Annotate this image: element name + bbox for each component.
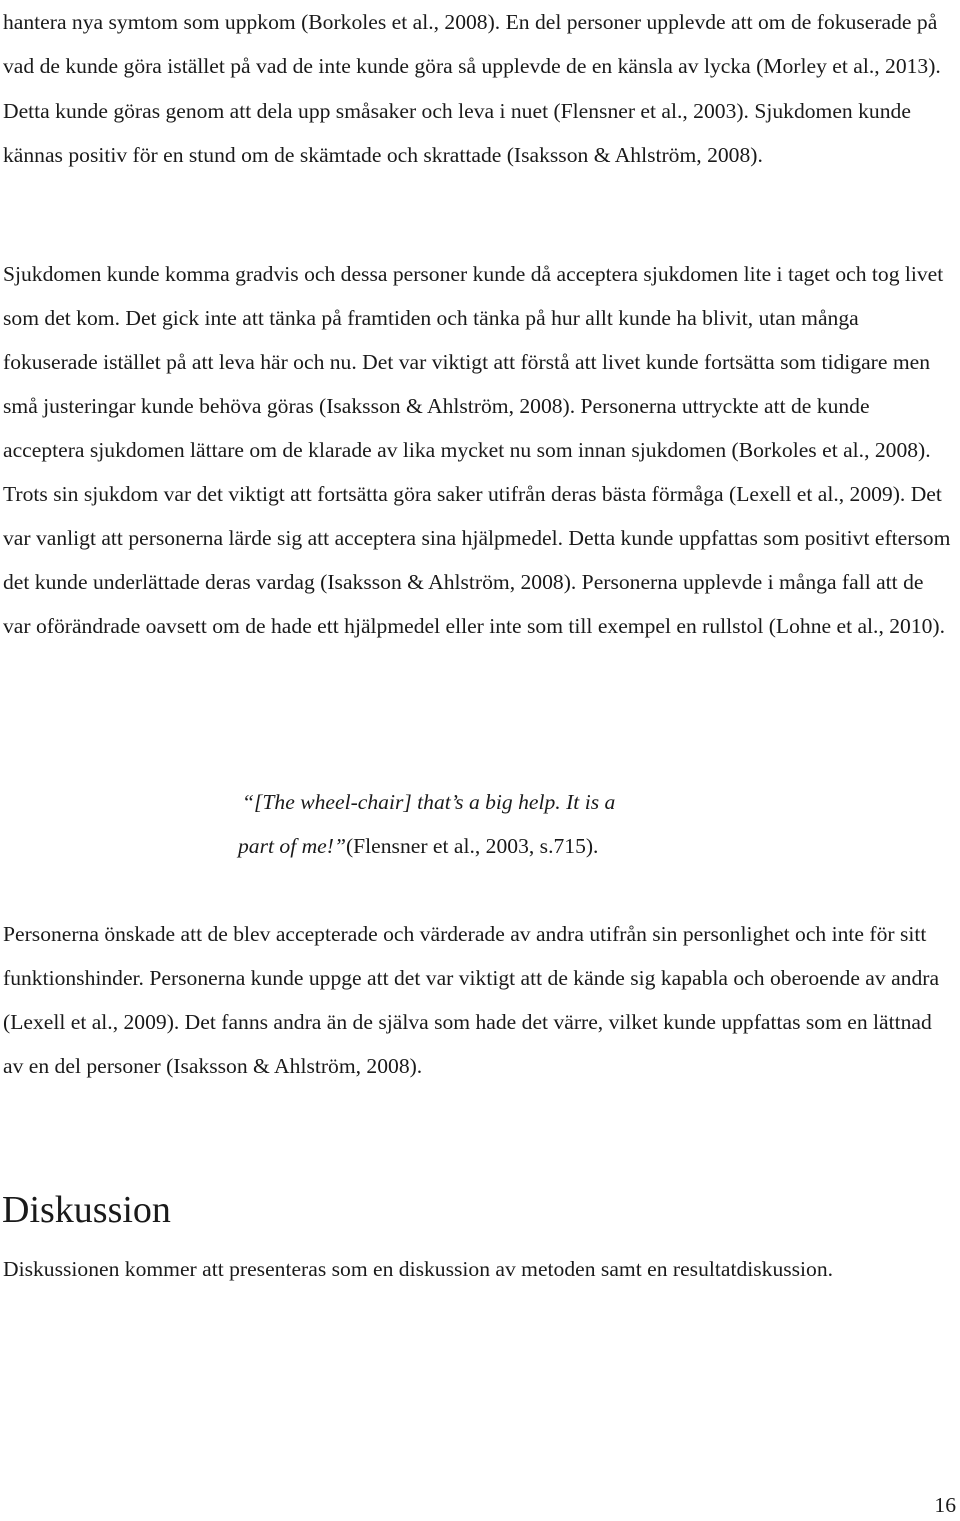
block-quote-line	[238, 824, 708, 868]
page-number: 16	[934, 1493, 956, 1517]
paragraph-body: Diskussionen kommer att presenteras som en diskussion av metoden samt en resultatdiskussion.	[3, 1257, 834, 1281]
quote-text: part of me!”	[238, 834, 346, 858]
paragraph-body: Sjukdomen kunde komma gradvis och dessa personer kunde då acceptera sjukdomen lite i taget och tog livet som det kom. Det gick inte att tänka på framtiden och tänka på hur allt kunde ha blivit, utan många fokuserade istället på att leva här och nu. Det var viktigt att förstå att livet kunde fortsätta som tidigare men små justeringar kunde behöva göras (Isaksson & Ahlström, 2008). Personerna uttryckte att de kunde acceptera sjukdomen lättare om de klarade av lika mycket nu som innan sjukdomen (Borkoles et al., 2008). Trots sin sjukdom var det viktigt att fortsätta göra saker utifrån deras bästa förmåga (Lexell et al., 2009). Det var vanligt att personerna lärde sig att acceptera sina hjälpmedel. Detta kunde uppfattas som positivt eftersom det kunde underlättade deras vardag (Isaksson & Ahlström, 2008). Personerna upplevde i många fall att de var oförändrade oavsett om de hade ett hjälpmedel eller inte som till exempel en rullstol (Lohne et al., 2010).	[3, 262, 951, 638]
quote-citation: (Flensner et al., 2003, s.715).	[345, 834, 599, 858]
block-quote-line	[242, 780, 712, 824]
quote-text: “[The wheel-chair] that’s a big help. It is a	[242, 790, 616, 814]
section-heading: Diskussion	[2, 1189, 171, 1231]
paragraph-body: hantera nya symtom som uppkom (Borkoles et al., 2008). En del personer upplevde att om de fokuserade på vad de kunde göra istället på vad de inte kunde göra så upplevde de en känsla av lycka (Morley et al., 2013). Detta kunde göras genom att dela upp småsaker och leva i nuet (Flensner et al., 2003). Sjukdomen kunde kännas positiv för en stund om de skämtade och skrattade (Isaksson & Ahlström, 2008).	[3, 10, 941, 168]
paragraph-body: Personerna önskade att de blev accepterade och värderade av andra utifrån sin personlighet och inte för sitt funktionshinder. Personerna kunde uppge att det var viktigt att de kände sig kapabla och oberoende av andra (Lexell et al., 2009). Det fanns andra än de själva som hade det värre, vilket kunde uppfattas som en lättnad av en del personer (Isaksson & Ahlström, 2008).	[3, 922, 940, 1078]
